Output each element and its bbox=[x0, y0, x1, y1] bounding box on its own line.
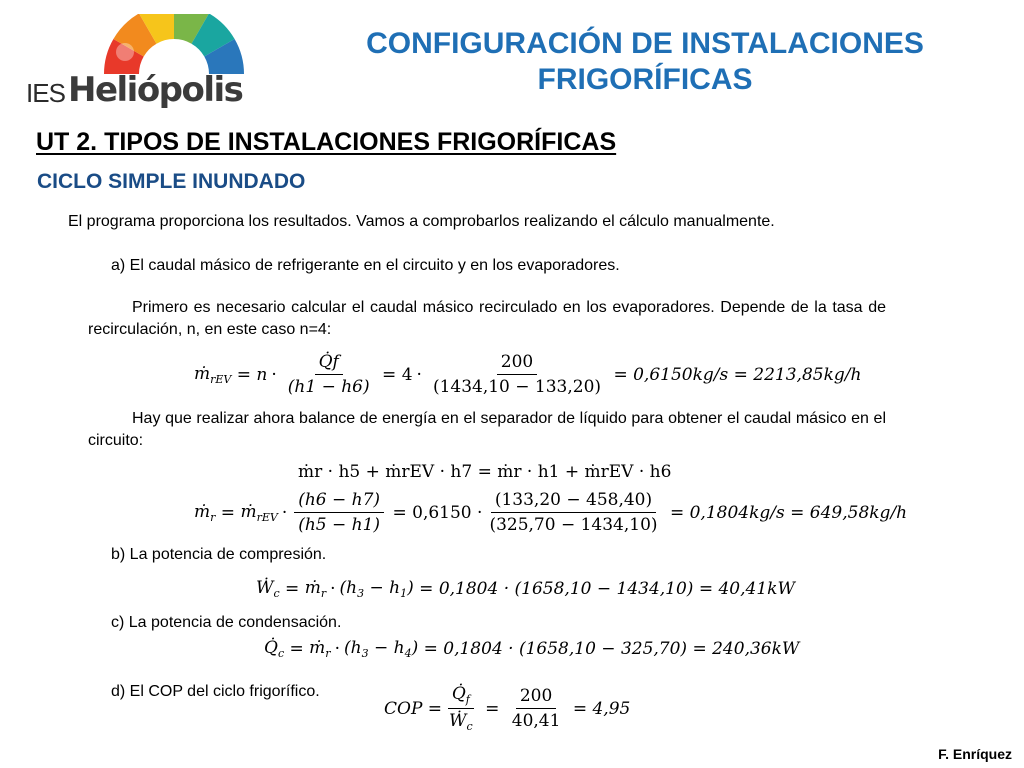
eq3-den2: (325,70 − 1434,10) bbox=[489, 515, 658, 535]
item-a-text: a) El caudal másico de refrigerante en el circuito y en los evaporadores. bbox=[111, 257, 620, 274]
title-line-1: CONFIGURACIÓN DE INSTALACIONES bbox=[366, 27, 924, 60]
item-d-text: d) El COP del ciclo frigorífico. bbox=[111, 683, 320, 700]
equation-mass-flow-evaporator: ṁ$_{rEV}$ = n · $\frac{Q̇f}{(h1 - h6)}$ = 4 · $\frac{200}{(1434,10 - 133,20)}$ = 0,6150kg/s = 2213,85kg/h bbox=[194, 352, 862, 397]
eq3-num1: (h6 − h7) bbox=[294, 490, 384, 513]
eq1-den1: (h1 − h6) bbox=[287, 377, 370, 397]
eq3-den1: (h5 − h1) bbox=[298, 515, 381, 535]
equation-mass-flow-circuit: ṁ$_r$ = ṁ$_{rEV}$ · $\frac{(h6 - h7)}{(h5 - h1)}$ = 0,6150 · $\frac{(133,20 - 458,40)}{(325,70 - 1434,10)}$ = 0,1804kg/s = 649,58kg/h bbox=[194, 490, 908, 535]
item-c-text: c) La potencia de condensación. bbox=[111, 614, 342, 631]
eq3-coef: = 0,6150 · bbox=[392, 502, 483, 523]
eq5-rhs: = 0,1804 · (1658,10 − 325,70) = 240,36kW bbox=[423, 639, 800, 659]
intro-paragraph: El programa proporciona los resultados. Vamos a comprobarlos realizando el cálculo manualmente. bbox=[68, 213, 775, 230]
equation-compression-power: Ẇ$_c$ = ṁ$_r$ · $(h_3 - h_1)$ = 0,1804 · (1658,10 − 1434,10) = 40,41kW bbox=[256, 578, 795, 600]
paragraph-recirculation: Primero es necesario calcular el caudal másico recirculado en los evaporadores. Depende de la tasa de recirculación, n, en este caso n=4: bbox=[88, 299, 886, 338]
unit-subtitle: UT 2. TIPOS DE INSTALACIONES FRIGORÍFICAS bbox=[36, 128, 617, 156]
equation-energy-balance: ṁr · h5 + ṁrEV · h7 = ṁr · h1 + ṁrEV · h6 bbox=[298, 462, 672, 482]
slide-title bbox=[300, 26, 990, 98]
logo-prefix: IES bbox=[26, 78, 65, 108]
eq3-result: = 0,1804kg/s = 649,58kg/h bbox=[669, 502, 908, 523]
title-line-2: FRIGORÍFICAS bbox=[537, 63, 753, 96]
eq6-lhs: COP = bbox=[384, 698, 443, 719]
eq3-num2: (133,20 − 458,40) bbox=[491, 490, 656, 513]
fraction-2 bbox=[429, 352, 605, 397]
eq6-num2: 200 bbox=[516, 686, 556, 709]
eq6-result: = 4,95 bbox=[572, 698, 631, 719]
eq4-rhs: = 0,1804 · (1658,10 − 1434,10) = 40,41kW bbox=[419, 579, 795, 599]
eq1-num2: 200 bbox=[497, 352, 537, 375]
section-heading: CICLO SIMPLE INUNDADO bbox=[37, 170, 306, 193]
equation-condensation-power: $Q̇_c$ = ṁ$_r$ · $(h_3 - h_4)$ = 0,1804 · (1658,10 − 325,70) = 240,36kW bbox=[264, 638, 800, 660]
eq6-den2: 40,41 bbox=[511, 711, 561, 731]
fraction-1 bbox=[284, 352, 374, 397]
equation-cop: COP = $\frac{Q̇_f}{Ẇ_c}$ = $\frac{200}{40,41}$ = 4,95 bbox=[384, 684, 631, 733]
eq1-den2: (1434,10 − 133,20) bbox=[432, 377, 602, 397]
eq1-result: = 0,6150kg/s = 2213,85kg/h bbox=[613, 364, 862, 385]
author-credit: F. Enríquez bbox=[938, 746, 1012, 762]
eq1-num1: Q̇f bbox=[315, 352, 343, 375]
item-b-text: b) La potencia de compresión. bbox=[111, 546, 327, 563]
eq1-coef: 4 bbox=[401, 364, 413, 385]
ies-heliopolis-logo bbox=[22, 14, 244, 114]
paragraph-energy-balance: Hay que realizar ahora balance de energía en el separador de líquido para obtener el caudal másico en el circuito: bbox=[88, 410, 886, 449]
logo-name: Heliópolis bbox=[68, 70, 243, 110]
